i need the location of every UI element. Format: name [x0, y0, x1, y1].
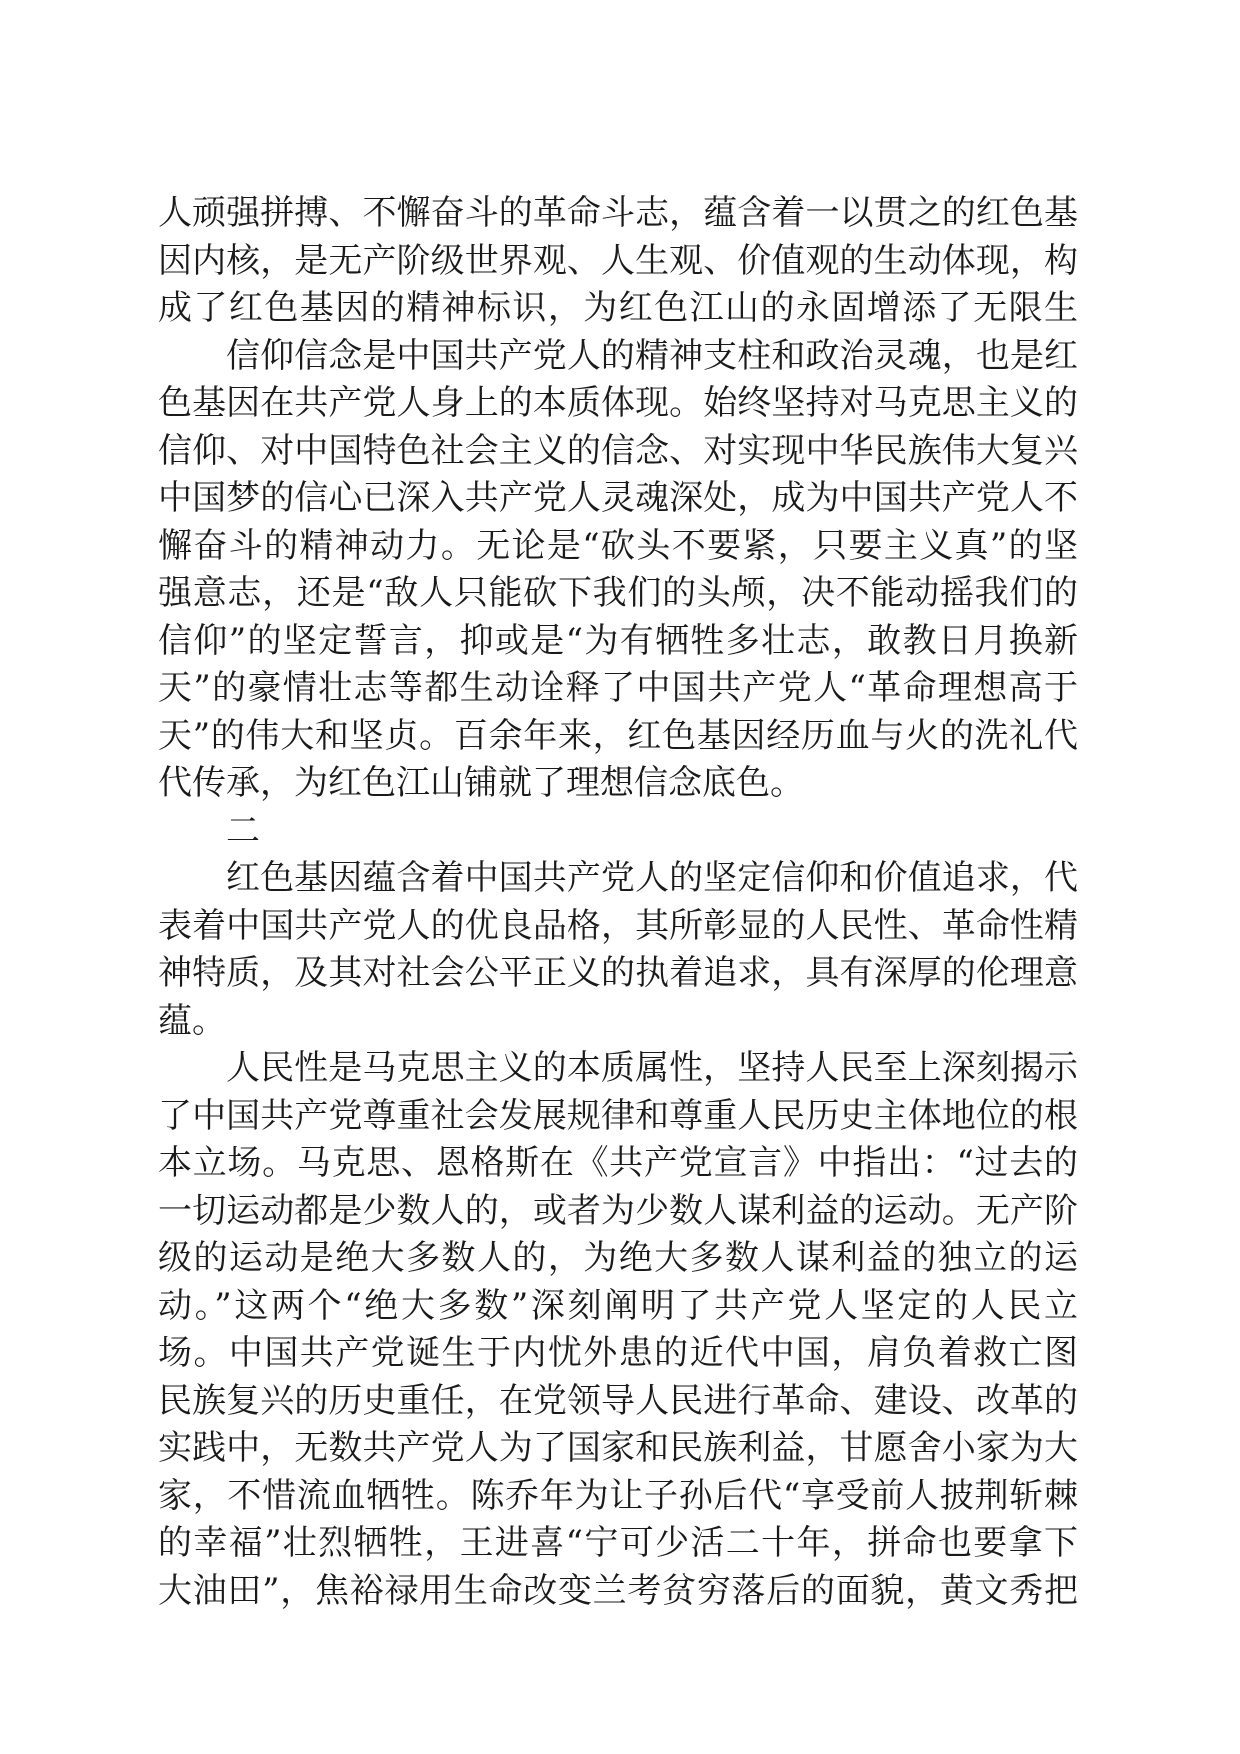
text-line: 强意志，还是“敌人只能砍下我们的头颅，决不能动摇我们的: [158, 573, 1078, 613]
text-line: 天”的伟大和坚贞。百余年来，红色基因经历血与火的洗礼代: [158, 715, 1078, 756]
text-line: 成了红色基因的精神标识，为红色江山的永固增添了无限生: [158, 288, 1078, 328]
text-line: 民族复兴的历史重任，在党领导人民进行革命、建设、改革的: [158, 1380, 1078, 1421]
text-line: 场。中国共产党诞生于内忧外患的近代中国，肩负着救亡图: [158, 1333, 1078, 1373]
text-line: 本立场。马克思、恩格斯在《共产党宣言》中指出：“过去的: [158, 1143, 1078, 1183]
text-line: 红色基因蕴含着中国共产党人的坚定信仰和价值追求，代: [226, 858, 1078, 898]
text-line: 代传承，为红色江山铺就了理想信念底色。: [158, 763, 804, 803]
text-line: 色基因在共产党人身上的本质体现。始终坚持对马克思主义的: [158, 383, 1078, 423]
text-line: 信仰信念是中国共产党人的精神支柱和政治灵魂，也是红: [226, 335, 1078, 376]
text-line: 二: [226, 810, 260, 851]
text-line: 级的运动是绝大多数人的，为绝大多数人谋利益的独立的运: [158, 1238, 1078, 1278]
text-line: 表着中国共产党人的优良品格，其所彰显的人民性、革命性精: [158, 905, 1078, 946]
text-line: 蕴。: [158, 1000, 226, 1041]
text-line: 了中国共产党尊重社会发展规律和尊重人民历史主体地位的根: [158, 1095, 1078, 1136]
text-line: 一切运动都是少数人的，或者为少数人谋利益的运动。无产阶: [158, 1190, 1078, 1231]
text-line: 动。”这两个“绝大多数”深刻阐明了共产党人坚定的人民立: [158, 1285, 1078, 1326]
text-line: 天”的豪情壮志等都生动诠释了中国共产党人“革命理想高于: [158, 668, 1078, 708]
text-line: 人民性是马克思主义的本质属性，坚持人民至上深刻揭示: [226, 1048, 1078, 1088]
text-line: 信仰、对中国特色社会主义的信念、对实现中华民族伟大复兴: [158, 430, 1078, 471]
text-line: 的幸福”壮烈牺牲，王进喜“宁可少活二十年，拼命也要拿下: [158, 1523, 1078, 1563]
text-line: 懈奋斗的精神动力。无论是“砍头不要紧，只要主义真”的坚: [158, 525, 1078, 566]
text-line: 实践中，无数共产党人为了国家和民族利益，甘愿舍小家为大: [158, 1428, 1078, 1468]
text-line: 人顽强拼搏、不懈奋斗的革命斗志，蕴含着一以贯之的红色基: [158, 193, 1078, 233]
text-line: 神特质，及其对社会公平正义的执着追求，具有深厚的伦理意: [158, 953, 1078, 993]
text-line: 中国梦的信心已深入共产党人灵魂深处，成为中国共产党人不: [158, 478, 1078, 518]
text-line: 家，不惜流血牺牲。陈乔年为让子孙后代“享受前人披荆斩棘: [158, 1475, 1078, 1516]
text-line: 因内核，是无产阶级世界观、人生观、价值观的生动体现，构: [158, 240, 1078, 281]
body-text: [158, 190, 1078, 1615]
text-line: 大油田”，焦裕禄用生命改变兰考贫穷落后的面貌，黄文秀把: [158, 1570, 1078, 1611]
text-line: 信仰”的坚定誓言，抑或是“为有牺牲多壮志，敢教日月换新: [158, 620, 1078, 661]
